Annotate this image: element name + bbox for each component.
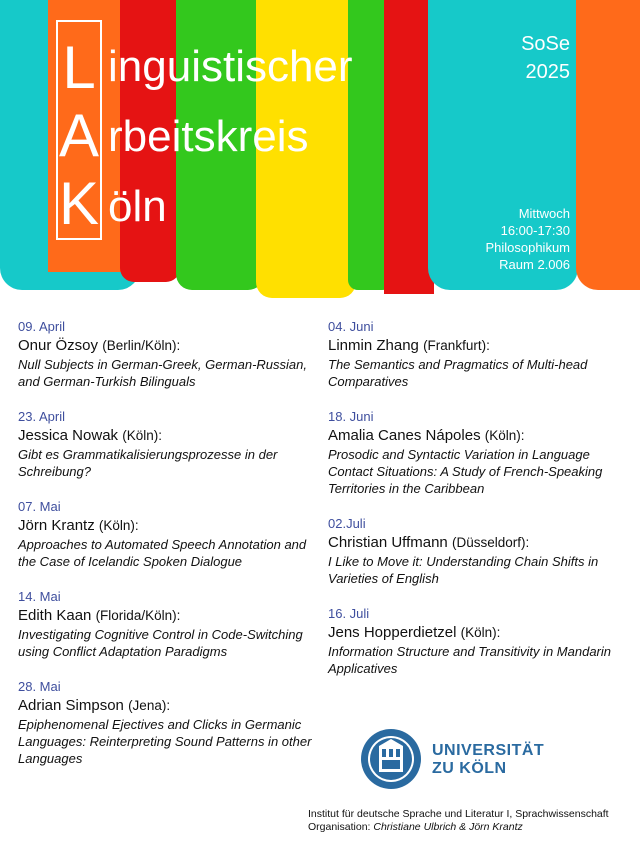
institute-line: Institut für deutsche Sprache und Literatur I, Sprachwissenschaft bbox=[308, 808, 609, 820]
organisation-names: Christiane Ulbrich & Jörn Krantz bbox=[373, 821, 523, 833]
talk-speaker bbox=[18, 426, 318, 446]
event-info bbox=[485, 205, 570, 273]
title-line-1: inguistischer bbox=[108, 42, 353, 91]
talk-item bbox=[328, 605, 628, 677]
talk-title: Information Structure and Transitivity in Mandarin Applicatives bbox=[328, 644, 611, 676]
speaker-affiliation: (Jena): bbox=[128, 698, 171, 713]
event-time: 16:00-17:30 bbox=[500, 223, 570, 238]
red-bar-2 bbox=[384, 0, 434, 294]
talk-title: Gibt es Grammatikalisierungsprozesse in der Schreibung? bbox=[18, 447, 278, 479]
talk-date: 04. Juni bbox=[328, 319, 374, 334]
speaker-name: Amalia Canes Nápoles bbox=[328, 427, 481, 444]
talk-title: Investigating Cognitive Control in Code-Switching using Conflict Adaptation Paradigms bbox=[18, 627, 303, 659]
speaker-affiliation: (Berlin/Köln): bbox=[102, 338, 181, 353]
speaker-affiliation: (Köln): bbox=[98, 518, 139, 533]
acronym-letter-l: L bbox=[62, 34, 96, 101]
speaker-name: Jens Hopperdietzel bbox=[328, 624, 457, 641]
speaker-affiliation: (Köln): bbox=[122, 428, 162, 443]
talk-speaker bbox=[18, 336, 318, 356]
talk-date: 14. Mai bbox=[18, 589, 61, 604]
talk-date: 02.Juli bbox=[328, 516, 366, 531]
talk-item bbox=[18, 498, 318, 570]
talk-speaker bbox=[18, 516, 318, 536]
talk-speaker bbox=[328, 533, 628, 553]
talk-title: The Semantics and Pragmatics of Multi-head Comparatives bbox=[328, 357, 588, 389]
talk-item bbox=[18, 588, 318, 660]
speaker-affiliation: (Köln): bbox=[460, 625, 501, 640]
talk-item bbox=[328, 515, 628, 587]
speaker-name: Jörn Krantz bbox=[18, 517, 95, 534]
talk-date: 16. Juli bbox=[328, 606, 370, 621]
talk-speaker bbox=[328, 623, 628, 643]
speaker-name: Christian Uffmann bbox=[328, 534, 448, 551]
organisation-line bbox=[308, 821, 523, 834]
speaker-affiliation: (Köln): bbox=[484, 428, 525, 443]
university-seal-icon bbox=[360, 728, 422, 790]
event-day: Mittwoch bbox=[518, 206, 570, 221]
speaker-name: Linmin Zhang bbox=[328, 337, 419, 354]
talk-item bbox=[328, 318, 628, 390]
talk-speaker bbox=[328, 336, 628, 356]
talk-speaker bbox=[18, 606, 318, 626]
speaker-name: Edith Kaan bbox=[18, 607, 92, 624]
talk-item bbox=[18, 408, 318, 480]
title-line-2: rbeitskreis bbox=[108, 112, 309, 161]
talk-title: Null Subjects in German-Greek, German-Russian, and German-Turkish Bilinguals bbox=[18, 357, 307, 389]
talk-item bbox=[18, 678, 318, 767]
organisation-label: Organisation: bbox=[308, 821, 371, 833]
speaker-affiliation: (Florida/Köln): bbox=[95, 608, 181, 623]
acronym-letter-k: K bbox=[58, 170, 100, 237]
orange-bar-right bbox=[576, 0, 640, 290]
talk-speaker bbox=[328, 426, 628, 446]
speaker-affiliation: (Düsseldorf): bbox=[451, 535, 530, 550]
title-line-3: öln bbox=[108, 182, 167, 231]
talk-date: 23. April bbox=[18, 409, 65, 424]
talks-left-column bbox=[18, 318, 318, 785]
speaker-name: Adrian Simpson bbox=[18, 697, 124, 714]
talk-date: 28. Mai bbox=[18, 679, 61, 694]
talk-item bbox=[328, 408, 628, 497]
event-building: Philosophikum bbox=[485, 240, 570, 255]
header-color-band bbox=[0, 0, 640, 300]
acronym-letter-a: A bbox=[58, 102, 100, 169]
speaker-name: Jessica Nowak bbox=[18, 427, 119, 444]
semester-label bbox=[521, 30, 570, 86]
event-room: Raum 2.006 bbox=[499, 257, 570, 272]
talk-item bbox=[18, 318, 318, 390]
talk-date: 07. Mai bbox=[18, 499, 61, 514]
talk-title: I Like to Move it: Understanding Chain Shifts in Varieties of English bbox=[328, 554, 599, 586]
semester-term: SoSe bbox=[521, 33, 570, 55]
university-name-line2: ZU KÖLN bbox=[432, 760, 507, 777]
talk-date: 18. Juni bbox=[328, 409, 374, 424]
talk-date: 09. April bbox=[18, 319, 65, 334]
university-name bbox=[432, 742, 544, 778]
talk-title: Approaches to Automated Speech Annotation and the Case of Icelandic Spoken Dialogue bbox=[18, 537, 307, 569]
semester-year: 2025 bbox=[525, 61, 570, 83]
talk-title: Prosodic and Syntactic Variation in Language Contact Situations: A Study of French-Speaking Territories in the Caribbean bbox=[328, 447, 603, 496]
speaker-name: Onur Özsoy bbox=[18, 337, 99, 354]
speaker-affiliation: (Frankfurt): bbox=[423, 338, 490, 353]
university-name-line1: UNIVERSITÄT bbox=[432, 742, 545, 759]
talks-right-column bbox=[328, 318, 628, 695]
talk-speaker bbox=[18, 696, 318, 716]
talk-title: Epiphenomenal Ejectives and Clicks in Germanic Languages: Reinterpreting Sound Patterns in other Languages bbox=[18, 717, 312, 766]
university-logo bbox=[360, 728, 620, 792]
